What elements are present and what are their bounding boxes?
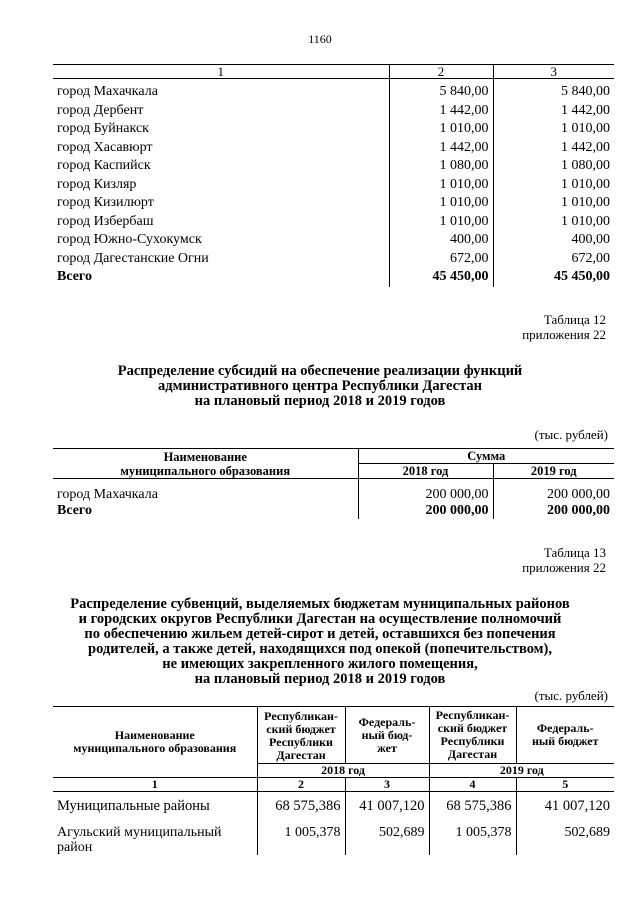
table-row <box>53 102 614 121</box>
value-2: 672,00 <box>389 250 493 269</box>
value-3: 1 080,00 <box>561 158 610 174</box>
value-3: 672,00 <box>571 250 610 266</box>
total-value-3: 45 450,00 <box>554 269 610 285</box>
city-name: город Буйнакск <box>53 120 389 139</box>
table13-title-line1: Распределение субвенций, выделяемых бюджетам муниципальных районов <box>70 596 570 612</box>
table-row <box>53 213 614 232</box>
value-2: 1 442,00 <box>389 102 493 121</box>
table12-unit: (тыс. рублей) <box>534 427 608 442</box>
table12 <box>53 448 614 519</box>
table-row <box>53 250 614 269</box>
header-2019: 2019 год <box>493 464 614 479</box>
header-name-line2: муниципального образования <box>120 463 291 478</box>
header-fed-2018 <box>345 707 429 764</box>
table12-title-line2: административного центра Республики Дагестан <box>157 378 482 394</box>
value-2: 400,00 <box>389 231 493 250</box>
district-name <box>53 821 257 855</box>
value-2: 1 010,00 <box>389 213 493 232</box>
total-value-2: 45 450,00 <box>389 268 493 287</box>
header-row <box>53 707 614 764</box>
header-row <box>53 449 614 464</box>
header-fed-line1: Федераль- <box>536 721 594 735</box>
district-c2: 1 005,378 <box>257 821 345 855</box>
header-name-line1: Наименование <box>114 728 195 742</box>
value-3: 1 442,00 <box>561 139 610 155</box>
header-rep-line1: Республикан- <box>435 708 510 722</box>
header-fed-line2: ный бюд- <box>361 727 413 742</box>
city-name: город Дагестанские Огни <box>53 250 389 269</box>
district-c5: 502,689 <box>564 825 610 840</box>
value-2018: 200 000,00 <box>358 479 493 504</box>
municipal-districts-row <box>53 792 614 822</box>
value-3: 1 010,00 <box>561 121 610 137</box>
table13-title-line4: родителей, а также детей, находящихся под опекой (попечительством), <box>88 641 552 657</box>
value-2: 1 080,00 <box>389 157 493 176</box>
table13-title-line5: не имеющих закрепленного жилого помещения, <box>162 656 478 672</box>
header-sum: Сумма <box>358 449 614 464</box>
header-rep-2019 <box>429 707 516 764</box>
total-2018: 200 000,00 <box>358 503 493 519</box>
municipal-c3: 41 007,120 <box>345 792 429 822</box>
header-rep-line1: Республикан- <box>264 709 338 723</box>
header-rep-line3: Республики <box>440 734 505 748</box>
total-row <box>53 268 614 287</box>
table13-title-line6: на плановый период 2018 и 2019 годов <box>194 671 446 687</box>
district-c3: 502,689 <box>345 821 429 855</box>
table12-label <box>522 312 606 342</box>
table-row <box>53 120 614 139</box>
city-name: город Дербент <box>53 102 389 121</box>
header-fed-2019 <box>516 707 614 764</box>
value-2: 1 010,00 <box>389 120 493 139</box>
col-number-3: 3 <box>493 65 614 79</box>
header-rep-line2: ский бюджет <box>266 722 336 736</box>
column-number-row <box>53 65 614 79</box>
table-row <box>53 194 614 213</box>
total-2019: 200 000,00 <box>547 503 610 518</box>
table13 <box>53 706 614 855</box>
total-label: Всего <box>53 503 358 519</box>
header-2018: 2018 год <box>358 464 493 479</box>
header-2019: 2019 год <box>429 764 614 778</box>
header-name <box>53 707 257 778</box>
col-number-1: 1 <box>53 65 389 79</box>
district-name-line1: Агульский муниципальный <box>57 825 222 840</box>
header-2018: 2018 год <box>257 764 429 778</box>
table12-label-line2: приложения 22 <box>522 327 606 342</box>
value-2019: 200 000,00 <box>547 487 610 502</box>
city-name: город Кизляр <box>53 176 389 195</box>
table13-title-line3: по обеспечению жильем детей-сирот и детей, оставшихся без попечения <box>84 626 556 642</box>
header-rep-line3: Республики <box>269 735 333 749</box>
cities-table <box>53 64 614 287</box>
total-label: Всего <box>53 268 389 287</box>
table13-label <box>522 545 606 575</box>
table-row <box>53 139 614 158</box>
city-name: город Южно-Сухокумск <box>53 231 389 250</box>
value-3: 400,00 <box>571 232 610 248</box>
header-name-line2: муниципального образования <box>73 741 237 755</box>
total-row <box>53 503 614 519</box>
header-fed-line3: жет <box>377 740 397 755</box>
col-number-5: 5 <box>516 778 614 792</box>
table-row <box>53 231 614 250</box>
header-fed-line2: ный бюджет <box>531 734 599 748</box>
city-name: город Махачкала <box>53 479 358 504</box>
table-row <box>53 157 614 176</box>
table13-unit: (тыс. рублей) <box>534 688 608 703</box>
value-2: 1 010,00 <box>389 194 493 213</box>
municipal-c5: 41 007,120 <box>544 798 610 814</box>
col-number-2: 2 <box>389 65 493 79</box>
header-fed-line1: Федераль- <box>358 714 416 729</box>
value-3: 5 840,00 <box>561 84 610 100</box>
header-rep-line4: Дагестан <box>276 748 326 762</box>
header-name-line1: Наименование <box>163 449 247 464</box>
table12-label-line1: Таблица 12 <box>543 312 606 327</box>
city-name: город Хасавюрт <box>53 139 389 158</box>
table-row <box>53 79 614 102</box>
municipal-label: Муниципальные районы <box>53 792 257 822</box>
table-row <box>53 479 614 504</box>
table13-title-line2: и городских округов Республики Дагестан на осуществление полномочий <box>78 611 562 627</box>
table12-title-line3: на плановый период 2018 и 2019 годов <box>194 393 446 409</box>
header-name <box>53 449 358 479</box>
header-rep-line2: ский бюджет <box>437 721 508 735</box>
city-name: город Избербаш <box>53 213 389 232</box>
municipal-c2: 68 575,386 <box>257 792 345 822</box>
table12-title <box>0 364 640 409</box>
table12-title-line1: Распределение субсидий на обеспечение реализации функций <box>117 363 523 379</box>
table-row <box>53 176 614 195</box>
city-name: город Каспийск <box>53 157 389 176</box>
column-number-row <box>53 778 614 792</box>
value-3: 1 010,00 <box>561 195 610 211</box>
value-3: 1 010,00 <box>561 213 610 229</box>
header-rep-line4: Дагестан <box>447 747 498 761</box>
value-2: 5 840,00 <box>389 79 493 102</box>
table-row <box>53 821 614 855</box>
city-name: город Махачкала <box>53 79 389 102</box>
municipal-c4: 68 575,386 <box>429 792 516 822</box>
table13-label-line2: приложения 22 <box>522 560 606 575</box>
page-number: 1160 <box>308 32 332 46</box>
col-number-4: 4 <box>429 778 516 792</box>
col-number-2: 2 <box>257 778 345 792</box>
city-name: город Кизилюрт <box>53 194 389 213</box>
table13-title <box>0 597 640 687</box>
district-name-line2: район <box>57 840 93 855</box>
col-number-1: 1 <box>53 778 257 792</box>
value-3: 1 010,00 <box>561 176 610 192</box>
district-c4: 1 005,378 <box>429 821 516 855</box>
col-number-3: 3 <box>345 778 429 792</box>
value-2: 1 010,00 <box>389 176 493 195</box>
value-2: 1 442,00 <box>389 139 493 158</box>
value-3: 1 442,00 <box>561 102 610 118</box>
header-rep-2018 <box>257 707 345 764</box>
table13-label-line1: Таблица 13 <box>543 545 606 560</box>
